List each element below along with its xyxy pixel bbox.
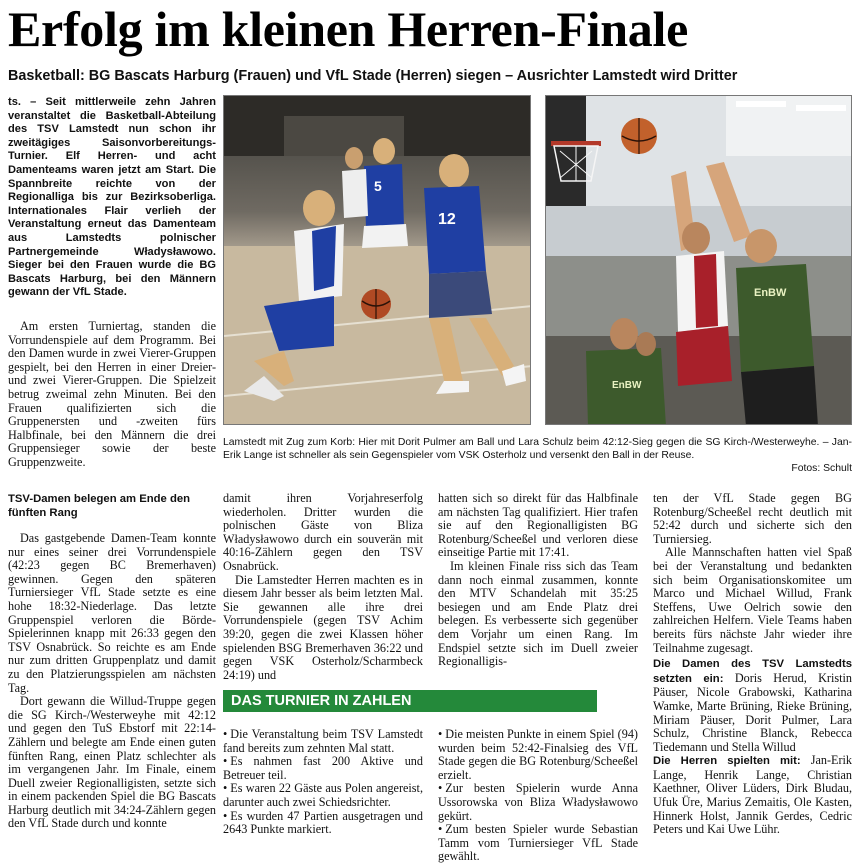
info-box-item: • Zum besten Spieler wurde Sebastian Tamm vom Turniersieger VfL Stade gewählt. bbox=[438, 823, 638, 864]
info-box-item: • Zur besten Spielerin wurde Anna Ussorowska von Bliza Władysławowo gekürt. bbox=[438, 782, 638, 823]
column-2-paragraph-2: Die Lamstedter Herren machten es in diesem Jahr besser als beim letzten Mal. Sie gewannen alle ihre drei Vorrundenspiele (gegen TSV Achim 39:20, gegen die zwei Klassen höher spielenden BSG Bremerhaven 36:22 und gegen VSK Osterholz/Scharmbeck 24:19) und bbox=[223, 572, 423, 682]
column-4-text bbox=[653, 492, 852, 837]
info-box-item: • Es wurden 47 Partien ausgetragen und 2643 Punkte markiert. bbox=[223, 810, 423, 837]
section-subtitle: TSV-Damen belegen am Ende den fünften Rang bbox=[8, 493, 191, 519]
lineup-men: Die Herren spielten mit: Jan-Erik Lange, Henrik Lange, Christian Kaethner, Oliver Lüders, Dirk Bludau, Ufuk Üre, Marius Zemaitis, Ole Kasten, Hinnerk Holst, Jannik Gerdes, Cedric Peters und Kai Uwe Lühr. bbox=[653, 753, 852, 837]
lineup-women: Die Damen des TSV Lamstedts setzten ein: Doris Herud, Kristin Päuser, Nicole Grabowski, Katharina Wamke, Marte Brüning, Rieke Brüning, Miriam Päuser, Dorit Pulmer, Lara Schulz, Christine Blanck, Rebecca Tiedemann und Stella Willud bbox=[653, 658, 852, 754]
info-box-left-list bbox=[223, 728, 423, 837]
lineup-men-head: Die Herren spielten mit: bbox=[653, 755, 801, 768]
info-box-item: • Die meisten Punkte in einem Spiel (94) wurden beim 52:42-Finalsieg des VfL Stade gegen die BG Rotenburg/Scheeßel erzielt. bbox=[438, 728, 638, 782]
column-1-text bbox=[8, 532, 216, 831]
column-3-paragraph-1: hatten sich so direkt für das Halbfinale am nächsten Tag qualifiziert. Hier trafen sie auf den Regionalligisten BG Rotenburg/Scheeßel und verloren diese einseitige Partie mit 17:41. bbox=[438, 491, 638, 560]
headline: Erfolg im kleinen Herren-Finale bbox=[8, 1, 688, 57]
column-1-paragraph-1: Am ersten Turniertag, standen die Vorrundenspiele auf dem Programm. Bei den Damen wurde in zwei Vierer-Gruppen gespielt, bei den Herren in einer Dreier- und zwei Vierer-Gruppen. Die Spielzeit betrug zweimal zehn Minuten. Bei den Frauen qualifizierten sich die Gruppenersten und -zweiten fürs Halbfinale, bei den Männern die drei Gruppensieger sowie der beste Gruppenzweite. bbox=[8, 319, 216, 469]
column-4-paragraph-1: ten der VfL Stade gegen BG Rotenburg/Scheeßel recht deutlich mit 52:42 durch und sicherte sich den Turniersieg. bbox=[653, 491, 852, 546]
lineup-women-head: Die Damen des TSV Lamstedts setzten ein: bbox=[653, 658, 852, 685]
photo-credit: Fotos: Schult bbox=[791, 463, 852, 474]
column-2-text bbox=[223, 492, 423, 682]
photo-caption-text: Lamstedt mit Zug zum Korb: Hier mit Dorit Pulmer am Ball und Lara Schulz beim 42:12-Sieg gegen die SG Kirch-/Westerweyhe. – Jan-Erik Lange ist schneller als sein Gegenspieler vom VSK Osterholz und versenkt den Ball in der Reuse. bbox=[223, 437, 852, 461]
info-box-title: DAS TURNIER IN ZAHLEN bbox=[223, 690, 597, 712]
column-3-text bbox=[438, 492, 638, 669]
column-1-paragraph-3: Dort gewann die Willud-Truppe gegen die SG Kirch-/Westerweyhe mit 42:12 und gegen den TuS Ebstorf mit 22:14-Zählern und belegte am Ende einen guten fünften Rang, einen Platz schlechter als im vergangenen Jahr. Im Finale, einem Duell zweier Regionalligisten, setzte sich in einem packenden Spiel die BG Bascats Harburg deutlich mit 34:24-Zählern gegen den VfL Stade durch und konnte bbox=[8, 694, 216, 831]
info-box-item: • Es waren 22 Gäste aus Polen angereist, darunter auch zwei Schiedsrichter. bbox=[223, 782, 423, 809]
jersey-number-5: 5 bbox=[374, 178, 382, 194]
jersey-number-12: 12 bbox=[438, 211, 456, 228]
photo-men-illustration bbox=[546, 96, 852, 425]
lead-paragraph: ts. – Seit mittlerweile zehn Jahren veranstaltet die Basketball-Abteilung des TSV Lamstedt nun schon ihr zweitägiges Saisonvorbereitungs-Turnier. Elf Herren- und acht Damenteams waren jetzt am Start. Die Spannbreite reichte von der Regionalliga bis zur Bezirksoberliga. Internationales Flair verlieh der Veranstaltung erneut das Damenteam aus Lamstedts polnischer Partnergemeinde Władysławowo. Sieger bei den Frauen wurde die BG Bascats Harburg, bei den Männern gewann der VfL Stade. bbox=[8, 96, 216, 299]
info-box-item: • Die Veranstaltung beim TSV Lamstedt fand bereits zum zehnten Mal statt. bbox=[223, 728, 423, 755]
info-box-right-list bbox=[438, 728, 638, 864]
photo-caption bbox=[223, 436, 852, 462]
column-1-paragraph-2: Das gastgebende Damen-Team konnte nur eines seiner drei Vorrundenspiele (42:23 gegen BC Bremerhaven) gewinnen. Gegen den späteren Turniersieger VfL Stade setzte es eine hohe 18:32-Niederlage. Das letzte Gruppenspiel verloren die Börde-Spielerinnen knapp mit 26:33 gegen den TSV Osnabrück. So reichte es am Ende nur zum dritten Gruppenplatz und damit zu den Platzierungsspielen am nächsten Tag. bbox=[8, 531, 216, 695]
photo-women-basketball bbox=[223, 95, 531, 425]
photo-women-illustration bbox=[224, 96, 531, 425]
info-box-item: • Es nahmen fast 200 Aktive und Betreuer teil. bbox=[223, 755, 423, 782]
column-3-paragraph-2: Im kleinen Finale riss sich das Team dann noch einmal zusammen, konnte den MTV Schandelah mit 35:25 besiegen und am Ende Platz drei belegen. Es verbesserte sich gegenüber dem Vorjahr um einen Rang. Im Endspiel setzte sich im Duell zweier Regionalligis- bbox=[438, 558, 638, 669]
jersey-sponsor-left: EnBW bbox=[612, 380, 642, 391]
subheadline: Basketball: BG Bascats Harburg (Frauen) und VfL Stade (Herren) siegen – Ausrichter Lamstedt wird Dritter bbox=[8, 68, 738, 84]
jersey-sponsor-right: EnBW bbox=[754, 287, 787, 299]
photo-men-basketball bbox=[545, 95, 852, 425]
column-4-paragraph-2: Alle Mannschaften hatten viel Spaß bei der Veranstaltung und bedankten sich beim Organisationskomitee um Marco und Michael Willud, Frank Steffens, Uwe Oelrich sowie den zahlreichen Helfern. Viele Teams haben bereits fürs nächste Jahr wieder ihre Teilnahme zugesagt. bbox=[653, 545, 852, 655]
column-2-paragraph-1: damit ihren Vorjahreserfolg wiederholen. Dritter wurden die polnischen Gäste von Bliza Władysławowo durch ein souverän mit 40:16-Zählern gegen den TSV Osnabrück. bbox=[223, 491, 423, 573]
